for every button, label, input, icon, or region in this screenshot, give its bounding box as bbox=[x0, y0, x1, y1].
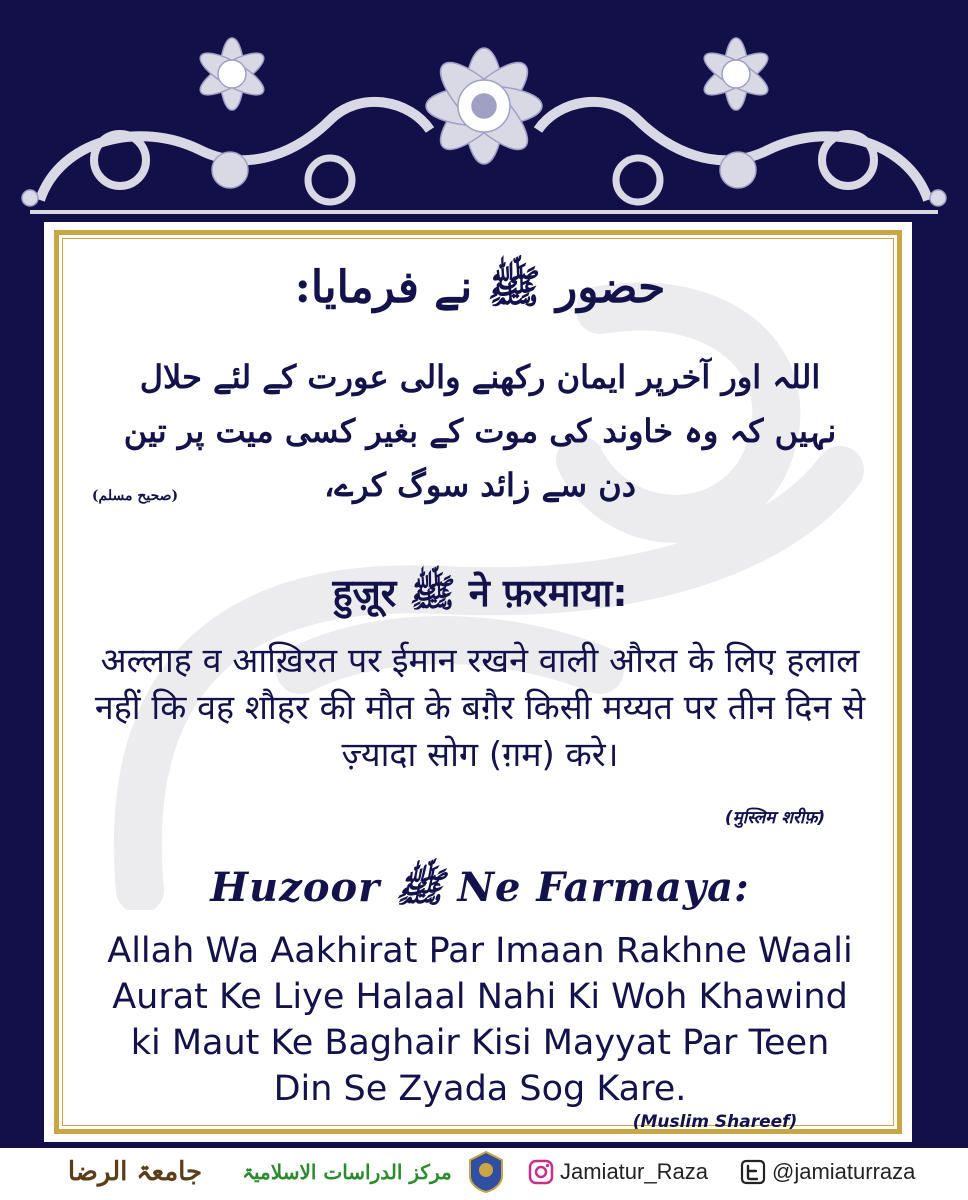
english-reference: (Muslim Shareef) bbox=[632, 1112, 798, 1132]
twitter-icon bbox=[740, 1159, 766, 1185]
twitter-link[interactable] bbox=[740, 1156, 960, 1188]
markaz-logo: مرکز الدراسات الاسلامیۃ bbox=[242, 1160, 452, 1184]
hindi-heading: हुज़ूर ﷺ ने फ़रमाया: bbox=[332, 571, 628, 615]
english-heading: Huzoor ﷺ Ne Farmaya: bbox=[210, 864, 750, 911]
instagram-link[interactable] bbox=[528, 1156, 738, 1188]
urdu-body: اللہ اور آخرپر ایمان رکھنے والی عورت کے لئے حلال نہیں کہ وہ خاوند کی موت کے بغیر کسی میت پر تین دن سے زائد سوگ کرے، bbox=[123, 358, 837, 504]
emblem-icon bbox=[466, 1150, 506, 1194]
english-body: Allah Wa Aakhirat Par Imaan Rakhne Waali Aurat Ke Liye Halaal Nahi Ki Woh Khawind ki Maut Ke Baghair Kisi Mayyat Par Teen Din Se Zyada Sog Kare. bbox=[107, 931, 853, 1109]
hindi-body: अल्लाह व आख़िरत पर ईमान रखने वाली औरत के लिए हलाल नहीं कि वह शौहर की मौत के बग़ैर किसी मय्यत पर तीन दिन से ज़्यादा सोग (ग़म) करे। bbox=[94, 641, 866, 775]
jamia-logo: جامعۃ الرضا bbox=[67, 1157, 203, 1187]
urdu-heading: حضور ﷺ نے فرمایا: bbox=[294, 262, 666, 313]
hindi-reference: (मुस्लिम शरीफ़) bbox=[724, 808, 826, 828]
instagram-icon bbox=[528, 1159, 554, 1185]
instagram-handle: Jamiatur_Raza bbox=[560, 1159, 708, 1184]
urdu-reference: (صحیح مسلم) bbox=[91, 488, 179, 504]
twitter-handle: @jamiaturraza bbox=[772, 1159, 916, 1184]
floral-ornament-icon bbox=[0, 0, 968, 230]
